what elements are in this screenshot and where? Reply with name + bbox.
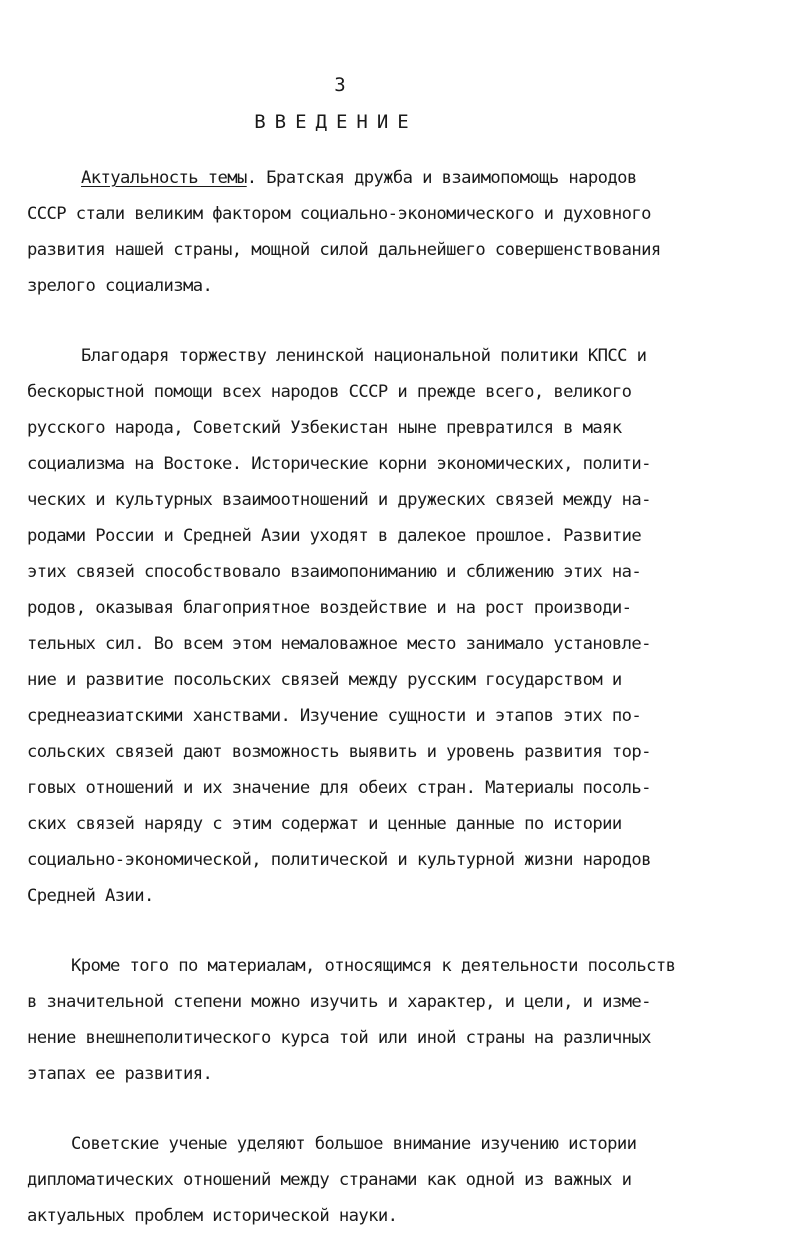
text-line: бескорыстной помощи всех народов СССР и прежде всего, великого: [27, 382, 632, 402]
paragraph-4: [27, 1126, 767, 1234]
text-line: развития нашей страны, мощной силой дальнейшего совершенствования: [27, 240, 661, 260]
text-line: родами России и Средней Азии уходят в далекое прошлое. Развитие: [27, 526, 642, 546]
text-line: дипломатических отношений между странами как одной из важных и: [27, 1170, 632, 1190]
text-line: тельных сил. Во всем этом немаловажное место занимало установле-: [27, 634, 651, 654]
text-line: ние и развитие посольских связей между русским государством и: [27, 670, 622, 690]
text-line: Благодаря торжеству ленинской национальной политики КПСС и: [81, 346, 647, 366]
text-line: говых отношений и их значение для обеих стран. Материалы посоль-: [27, 778, 651, 798]
paragraph-1: [27, 160, 767, 304]
body-text: [27, 160, 767, 1234]
text-line: этих связей способствовало взаимопониманию и сближению этих на-: [27, 562, 642, 582]
text-line: социализма на Востоке. Исторические корни экономических, полити-: [27, 454, 651, 474]
page-number: 3: [334, 74, 346, 96]
topic-relevance-label: Актуальность темы: [81, 168, 247, 188]
text-line: СССР стали великим фактором социально-экономического и духовного: [27, 204, 651, 224]
text-line: русского народа, Советский Узбекистан ныне превратился в маяк: [27, 418, 622, 438]
text-line: зрелого социализма.: [27, 276, 213, 296]
text-line: актуальных проблем исторической науки.: [27, 1206, 398, 1226]
text-line: Средней Азии.: [27, 886, 154, 906]
text-line: [27, 160, 767, 196]
paragraph-3: [27, 948, 767, 1092]
text-line: социально-экономической, политической и культурной жизни народов: [27, 850, 651, 870]
paragraph-gap: [27, 1092, 767, 1126]
text-line: ских связей наряду с этим содержат и ценные данные по истории: [27, 814, 622, 834]
text-line: нение внешнеполитического курса той или иной страны на различных: [27, 1028, 651, 1048]
text-line: этапах ее развития.: [27, 1064, 213, 1084]
text-line: родов, оказывая благоприятное воздействие и на рост производи-: [27, 598, 632, 618]
text-line: ческих и культурных взаимоотношений и дружеских связей между на-: [27, 490, 651, 510]
paragraph-2: [27, 338, 767, 914]
paragraph-gap: [27, 914, 767, 948]
text-line: среднеазиатскими ханствами. Изучение сущности и этапов этих по-: [27, 706, 642, 726]
paragraph-gap: [27, 304, 767, 338]
text-line-content: . Братская дружба и взаимопомощь народов: [246, 168, 637, 188]
text-line: сольских связей дают возможность выявить и уровень развития тор-: [27, 742, 651, 762]
text-line: Советские ученые уделяют большое внимание изучению истории: [71, 1134, 637, 1154]
section-heading: ВВЕДЕНИЕ: [254, 111, 418, 133]
text-line: Кроме того по материалам, относящимся к деятельности посольств: [71, 956, 676, 976]
text-line: в значительной степени можно изучить и характер, и цели, и изме-: [27, 992, 651, 1012]
